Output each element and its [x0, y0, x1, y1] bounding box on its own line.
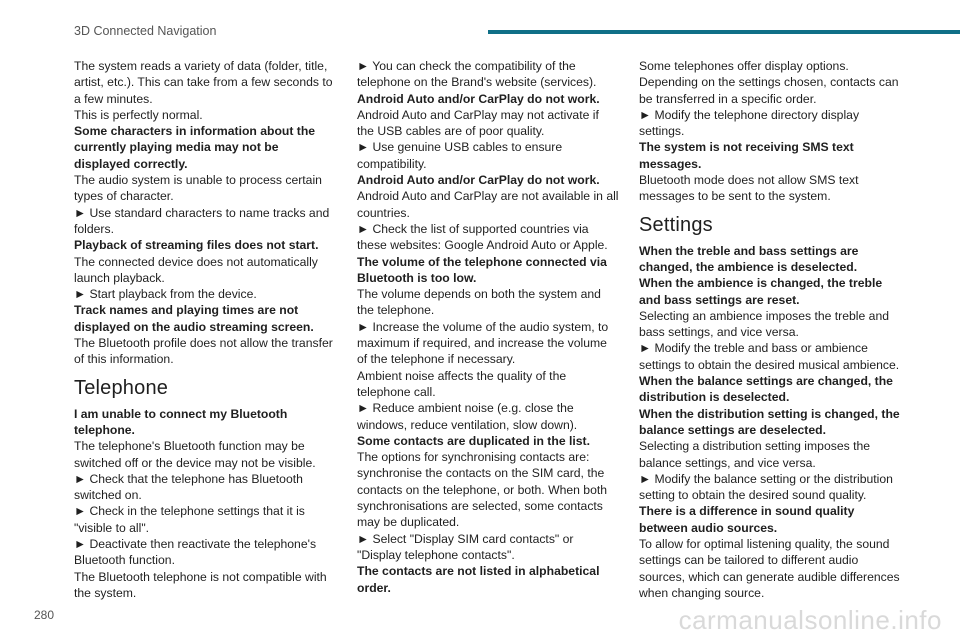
issue-heading: The system is not receiving SMS text messages. — [639, 140, 854, 171]
column-right — [639, 58, 901, 601]
page-number: 280 — [34, 608, 55, 622]
instruction: ► Modify the treble and bass or ambience settings to obtain the desired musical ambience. — [639, 341, 900, 372]
instruction: ► Use genuine USB cables to ensure compatibility. — [357, 140, 563, 171]
paragraph: Some telephones offer display options. Depending on the settings chosen, contacts can be transferred in a specific order. — [639, 59, 899, 106]
instruction: ► Check that the telephone has Bluetooth switched on. — [74, 471, 303, 503]
paragraph: Android Auto and CarPlay may not activate if the USB cables are of poor quality. — [357, 107, 599, 139]
instruction: ► Modify the telephone directory display settings. — [639, 107, 860, 139]
instruction: ► Check the list of supported countries via these websites: Google Android Auto or Apple. — [357, 221, 608, 253]
issue-heading: Track names and playing times are not displayed on the audio streaming screen. — [74, 303, 314, 334]
column-middle — [357, 58, 619, 596]
paragraph: Selecting a distribution setting imposes the balance settings, and vice versa. — [639, 439, 871, 470]
issue-heading: There is a difference in sound quality between audio sources. — [639, 504, 855, 535]
instruction: ► You can check the compatibility of the telephone on the Brand's website (services). — [357, 59, 597, 90]
section-heading-settings: Settings — [639, 213, 713, 236]
instruction: ► Start playback from the device. — [74, 287, 257, 302]
paragraph: The volume depends on both the system and the telephone. — [357, 287, 601, 318]
issue-heading: When the treble and bass settings are changed, the ambience is deselected. — [639, 243, 859, 274]
paragraph: The connected device does not automatically launch playback. — [74, 254, 318, 285]
paragraph: Bluetooth mode does not allow SMS text messages to be sent to the system. — [639, 173, 859, 204]
instruction: ► Use standard characters to name tracks and folders. — [74, 205, 330, 236]
paragraph: Selecting an ambience imposes the treble and bass settings, and vice versa. — [639, 308, 889, 340]
issue-heading: When the distribution setting is changed, the balance settings are deselected. — [639, 406, 900, 437]
issue-heading: I am unable to connect my Bluetooth telephone. — [74, 406, 288, 437]
instruction: ► Check in the telephone settings that it is "visible to all". — [74, 504, 305, 535]
column-left — [74, 58, 336, 601]
issue-heading: Android Auto and/or CarPlay do not work. — [357, 173, 600, 188]
paragraph: To allow for optimal listening quality, the sound settings can be tailored to different audio sources, which can generate audible differences when changing source. — [639, 537, 900, 600]
instruction: ► Modify the balance setting or the distribution setting to obtain the desired sound quality. — [639, 471, 893, 503]
paragraph: The Bluetooth profile does not allow the transfer of this information. — [74, 336, 333, 367]
issue-heading: Playback of streaming files does not start. — [74, 238, 319, 253]
paragraph: The options for synchronising contacts are: synchronise the contacts on the SIM card, the contacts on the telephone, or both. When both synchronisations are selected, some contacts may be duplicated. — [357, 450, 608, 530]
paragraph: The system reads a variety of data (folder, title, artist, etc.). This can take from a few seconds to a few minutes. — [74, 59, 333, 106]
paragraph: Android Auto and CarPlay are not available in all countries. — [357, 189, 619, 220]
paragraph: This is perfectly normal. — [74, 107, 203, 122]
issue-heading: Some contacts are duplicated in the list. — [357, 433, 590, 448]
instruction: ► Increase the volume of the audio system, to maximum if required, and increase the volume of the telephone if necessary. — [357, 319, 609, 367]
section-title: 3D Connected Navigation — [74, 24, 217, 38]
paragraph: The telephone's Bluetooth function may be switched off or the device may not be visible. — [74, 439, 316, 470]
issue-heading: Some characters in information about the currently playing media may not be displayed correctly. — [74, 124, 316, 171]
issue-heading: When the ambience is changed, the treble and bass settings are reset. — [639, 276, 883, 307]
section-heading-telephone: Telephone — [74, 376, 169, 399]
issue-heading: Android Auto and/or CarPlay do not work. — [357, 91, 600, 106]
instruction: ► Reduce ambient noise (e.g. close the windows, reduce ventilation, slow down). — [357, 401, 578, 432]
paragraph: The audio system is unable to process certain types of character. — [74, 173, 322, 204]
instruction: ► Select "Display SIM card contacts" or "Display telephone contacts". — [357, 531, 574, 562]
issue-heading: When the balance settings are changed, the distribution is deselected. — [639, 374, 893, 405]
paragraph: The Bluetooth telephone is not compatible with the system. — [74, 569, 327, 600]
paragraph: Ambient noise affects the quality of the telephone call. — [357, 368, 567, 399]
issue-heading: The contacts are not listed in alphabetical order. — [357, 564, 600, 595]
header-accent-bar — [488, 30, 960, 34]
instruction: ► Deactivate then reactivate the telephone's Bluetooth function. — [74, 537, 317, 568]
watermark: carmanualsonline.info — [678, 605, 942, 635]
issue-heading: The volume of the telephone connected via Bluetooth is too low. — [357, 254, 607, 285]
